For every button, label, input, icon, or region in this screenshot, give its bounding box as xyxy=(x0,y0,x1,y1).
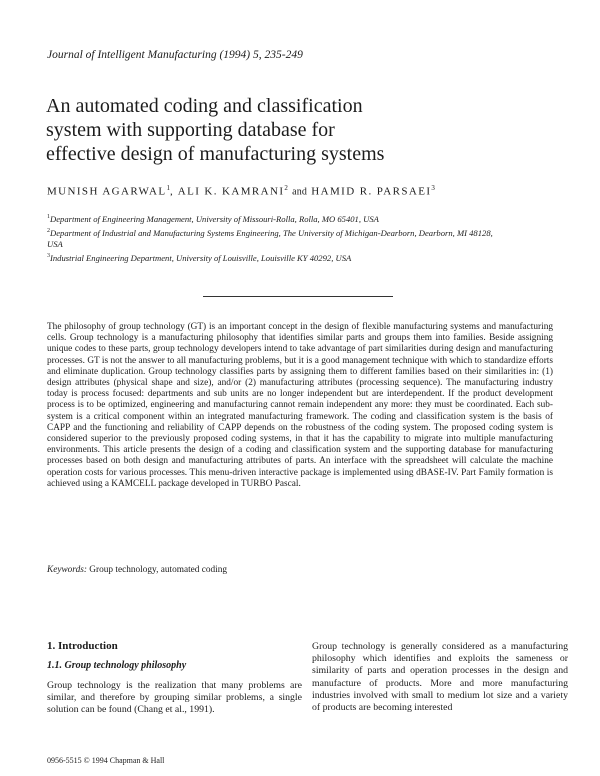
author-1-sup: 1 xyxy=(166,184,171,192)
affiliation-2-sup: 2 xyxy=(47,227,50,234)
author-1: MUNISH AGARWAL xyxy=(47,185,167,198)
affiliation-3 xyxy=(47,251,497,264)
author-3-sup: 3 xyxy=(431,184,435,192)
author-3: HAMID R. PARSAEI xyxy=(311,185,432,198)
keywords-text: Group technology, automated coding xyxy=(89,565,228,575)
copyright-footer: 0956-5515 © 1994 Chapman & Hall xyxy=(47,756,165,765)
journal-citation: Journal of Intelligent Manufacturing (1994) 5, 235-249 xyxy=(47,49,303,61)
author-list: MUNISH AGARWAL$^1$, ALI K. KAMRANI$^2$ and HAMID R. PARSAEI$^3$ xyxy=(47,184,435,198)
section-divider xyxy=(203,296,393,297)
title-line-3: effective design of manufacturing systems xyxy=(46,143,385,165)
affiliation-1-text: Department of Engineering Management, University of Missouri-Rolla, Rolla, MO 65401, USA xyxy=(50,213,379,224)
affiliations xyxy=(47,212,497,265)
left-paragraph: Group technology is the realization that many problems are similar, and therefore by grouping similar problems, a single solution can be found (Chang et al., 1991). xyxy=(47,680,302,716)
affiliation-3-sup: 3 xyxy=(47,252,50,259)
left-column xyxy=(47,640,302,717)
title-line-1: An automated coding and classification xyxy=(46,95,363,117)
title-line-2: system with supporting database for xyxy=(46,119,335,141)
abstract: The philosophy of group technology (GT) is an important concept in the design of flexible manufacturing systems and manufacturing cells. Group technology is a manufacturing philosophy that identifies similar parts and groups them into families. Beside assigning unique codes to these parts, group technology developers intend to take advantage of part similarities during design and manufacturing processes. GT is not the answer to all manufacturing problems, but it is a good management technique with which to standardize efforts and eliminate duplication. Group technology classifies parts by assigning them to different families based on their similarities in: (1) design attributes (physical shape and size), and/or (2) manufacturing attributes (processing sequence). The manufacturing industry today is process focused: departments and sub units are no longer independent but are interdependent. If the product development process is to be optimized, engineering and manufacturing cannot remain independent any more: they must be coordinated. Each sub-system is a critical component within an integrated manufacturing framework. The coding and classification system is the basis of CAPP and the functioning and reliability of CAPP depends on the robustness of the coding system. The proposed coding system is considered superior to the previously proposed coding systems, in that it has the capability to migrate into multiple manufacturing environments. This article presents the design of a coding and classification system and the supporting database for manufacturing processes based on both design and manufacturing attributes of parts. An interface with the spreadsheet will calculate the machine operation costs for various processes. This menu-driven interactive package is implemented using dBASE-IV. Part Family formation is achieved using a KAMCELL package developed in TURBO Pascal. xyxy=(47,322,553,489)
paper-title xyxy=(46,94,556,166)
section-heading: 1. Introduction xyxy=(47,640,118,652)
author-2: ALI K. KAMRANI xyxy=(177,185,285,198)
subsection-heading: 1.1. Group technology philosophy xyxy=(47,660,187,671)
affiliation-2 xyxy=(47,226,497,250)
right-column xyxy=(312,641,568,714)
keywords xyxy=(47,565,553,575)
right-paragraph: Group technology is generally considered as a manufacturing philosophy which identifies and exploits the sameness or similarity of parts and operation processes in the design and manufacture of products. More and more manufacturing industries involved with small to medium lot size and a variety of products are becoming interested xyxy=(312,641,568,714)
affiliation-1 xyxy=(47,212,497,225)
author-conjunction: and xyxy=(292,186,308,198)
author-2-sup: 2 xyxy=(284,184,288,192)
affiliation-2-text: Department of Industrial and Manufacturing Systems Engineering, The University of Michigan-Dearborn, Dearborn, MI 48128, USA xyxy=(47,227,493,249)
affiliation-3-text: Industrial Engineering Department, University of Louisville, Louisville KY 40292, USA xyxy=(50,252,352,263)
keywords-label: Keywords: xyxy=(47,565,87,575)
affiliation-1-sup: 1 xyxy=(47,214,50,220)
